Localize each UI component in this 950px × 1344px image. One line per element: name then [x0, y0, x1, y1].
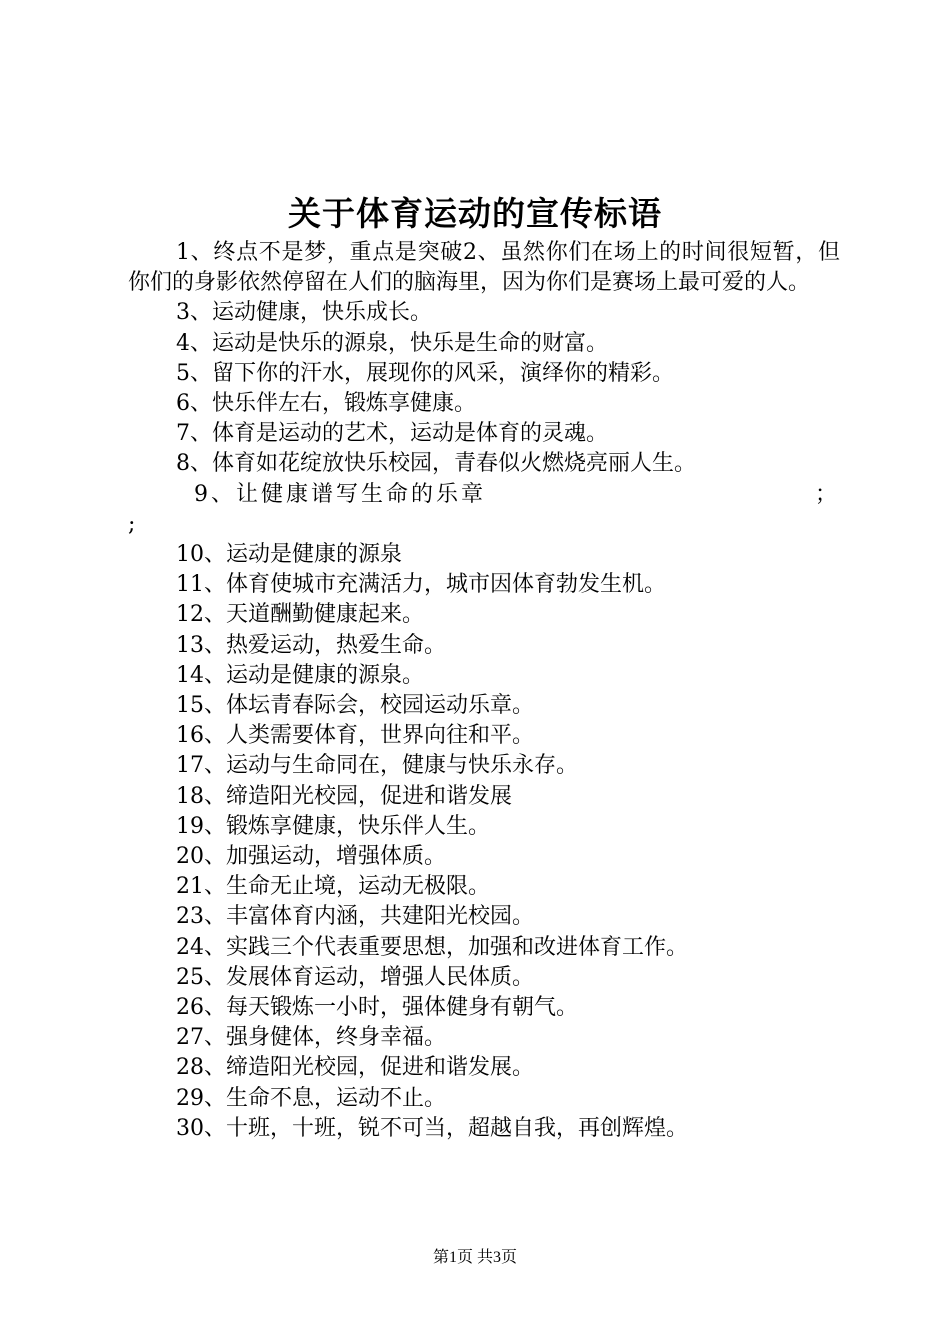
slogan-line: 15、体坛青春际会，校园运动乐章。 [176, 693, 534, 719]
document-title: 关于体育运动的宣传标语 [288, 194, 662, 233]
slogan-line: 28、缔造阳光校园，促进和谐发展。 [176, 1055, 534, 1081]
slogan-line: 27、强身健体，终身幸福。 [176, 1025, 446, 1051]
slogan-line: 10、运动是健康的源泉 [176, 542, 402, 568]
slogan-line: 11、体育使城市充满活力，城市因体育勃发生机。 [176, 572, 666, 598]
slogan-line: 7、体育是运动的艺术，运动是体育的灵魂。 [176, 421, 608, 447]
slogan-line-9-text: 9、让健康谱写生命的乐章 [194, 481, 486, 507]
slogan-line: 24、实践三个代表重要思想，加强和改进体育工作。 [176, 934, 688, 960]
slogan-line: 3、运动健康，快乐成长。 [176, 300, 432, 326]
slogan-line: 14、运动是健康的源泉。 [176, 662, 424, 688]
slogan-line: 13、热爱运动，热爱生命。 [176, 632, 446, 658]
line-9-semicolon: ； [814, 481, 840, 507]
slogan-line: 19、锻炼享健康，快乐伴人生。 [176, 813, 490, 839]
document-body [128, 238, 840, 1144]
stray-semicolon: ; [128, 511, 136, 537]
slogan-line: 29、生命不息，运动不止。 [176, 1085, 446, 1111]
slogan-line: 30、十班，十班，锐不可当，超越自我，再创辉煌。 [176, 1115, 688, 1141]
slogan-line: 17、运动与生命同在，健康与快乐永存。 [176, 753, 578, 779]
slogan-line: 4、运动是快乐的源泉，快乐是生命的财富。 [176, 330, 608, 356]
slogan-line: 16、人类需要体育，世界向往和平。 [176, 723, 534, 749]
slogan-line: 18、缔造阳光校园，促进和谐发展 [176, 783, 512, 809]
slogan-line: 23、丰富体育内涵，共建阳光校园。 [176, 904, 534, 930]
slogan-line: 21、生命无止境，运动无极限。 [176, 874, 490, 900]
slogan-line: 5、留下你的汗水，展现你的风采，演绎你的精彩。 [176, 360, 674, 386]
slogan-line: 12、天道酬勤健康起来。 [176, 602, 424, 628]
slogan-line-9 [128, 480, 840, 510]
slogan-line: 8、体育如花绽放快乐校园，青春似火燃烧亮丽人生。 [176, 451, 696, 477]
page-number-footer: 第1页 共3页 [432, 1249, 517, 1266]
slogan-line: 25、发展体育运动，增强人民体质。 [176, 964, 534, 990]
slogan-paragraph-1-2: 1、终点不是梦，重点是突破2、虽然你们在场上的时间很短暂，但你们的身影依然停留在人们的脑海里，因为你们是赛场上最可爱的人。 [128, 240, 840, 296]
slogan-line: 6、快乐伴左右，锻炼享健康。 [176, 391, 476, 417]
slogan-line: 26、每天锻炼一小时，强体健身有朝气。 [176, 995, 578, 1021]
slogan-line: 20、加强运动，增强体质。 [176, 844, 446, 870]
